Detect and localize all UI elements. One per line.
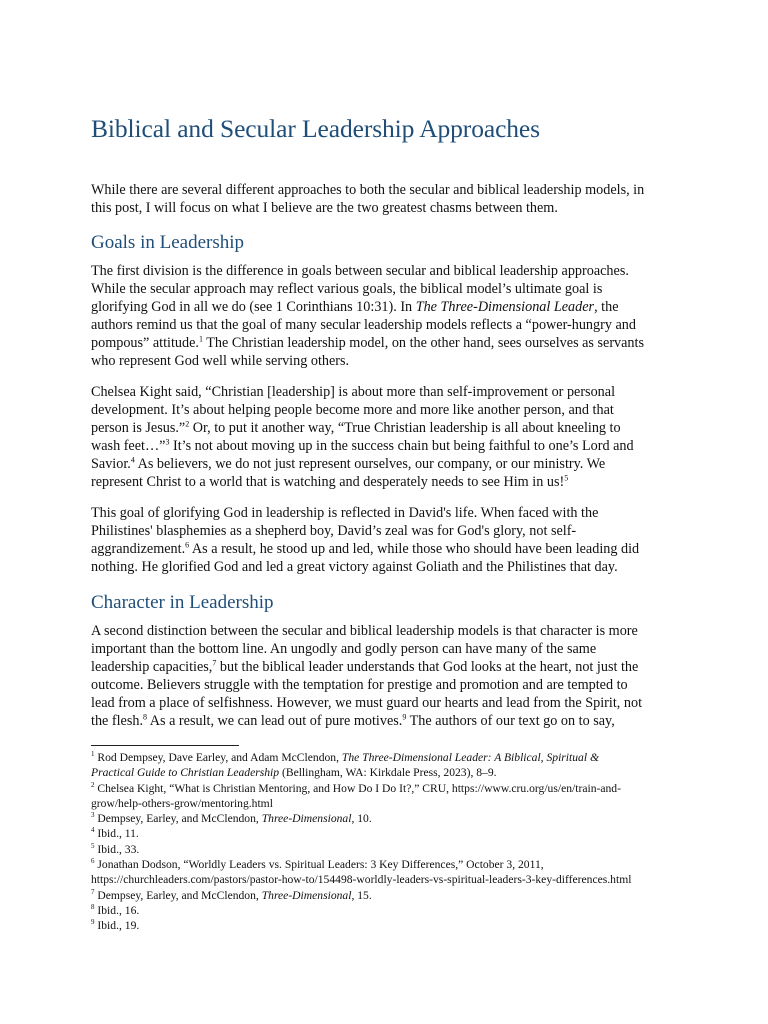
book-title: The Three-Dimensional Leader: A Biblical, Spiritual & xyxy=(341,751,599,764)
text-line: who represent God well while serving others. xyxy=(91,353,350,369)
character-paragraph-1 xyxy=(91,622,681,730)
footnote-number: 8 xyxy=(91,903,95,912)
footnote-4 xyxy=(91,826,691,841)
footnote-ref[interactable]: 5 xyxy=(564,473,569,483)
text-run: , the xyxy=(594,299,619,315)
footnote-number: 7 xyxy=(91,887,95,896)
text-run: Chelsea Kight, “What is Christian Mentoring, and How Do I Do It?,” CRU, https://www.cru.org/us/en/train-and- xyxy=(94,781,621,795)
text-run: person is Jesus.” xyxy=(91,420,186,436)
text-line xyxy=(91,658,681,676)
text-run: but the biblical leader understands that God looks at the heart, not just the xyxy=(216,659,639,675)
text-line: authors remind us that the goal of many secular leadership models reflects a “power-hungry and xyxy=(91,317,636,333)
footnote-9 xyxy=(91,918,691,933)
text-line: lead from a place of selfishness. However, we must guard our hearts and lead from the Spirit, not xyxy=(91,695,643,711)
text-line: A second distinction between the secular and biblical leadership models is that character is more xyxy=(91,623,638,639)
text-run: the flesh. xyxy=(91,713,144,729)
footnote-5 xyxy=(91,842,691,857)
text-run: As a result, we can lead out of pure motives. xyxy=(147,713,403,729)
footnote-number: 5 xyxy=(91,841,95,850)
text-line xyxy=(91,298,681,316)
footnote-number: 4 xyxy=(91,826,95,835)
footnote-ref[interactable]: 2 xyxy=(185,419,190,429)
text-run: As believers, we do not just represent ourselves, our company, or our ministry. We xyxy=(134,456,606,472)
text-run: Ibid., 16. xyxy=(94,903,140,917)
footnote-number: 9 xyxy=(91,918,95,927)
footnote-ref[interactable]: 3 xyxy=(165,437,170,447)
footnote-3 xyxy=(91,811,691,826)
footnote-8 xyxy=(91,903,691,918)
book-title: Practical Guide to Christian Leadership xyxy=(91,766,280,780)
text-line: outcome. Believers struggle with the temptation for prestige and promotion and are tempted to xyxy=(91,677,628,693)
text-run: Ibid., 11. xyxy=(94,827,139,841)
goals-paragraph-3 xyxy=(91,504,681,576)
text-run: Dempsey, Earley, and McClendon, xyxy=(94,888,262,902)
text-line: development. It’s about helping people become more and more like another person, and that xyxy=(91,402,614,418)
footnote-7 xyxy=(91,888,691,903)
text-run: Rod Dempsey, Dave Earley, and Adam McClendon, xyxy=(94,751,342,764)
book-title: Three-Dimensional xyxy=(261,888,352,902)
text-run: , 15. xyxy=(351,888,372,902)
footnote-2-link[interactable]: grow/help-others-grow/mentoring.html xyxy=(91,796,273,810)
text-run: The authors of our text go on to say, xyxy=(406,713,615,729)
footnote-number: 3 xyxy=(91,811,95,820)
text-line: This goal of glorifying God in leadership is reflected in David's life. When faced with the xyxy=(91,505,599,521)
footnote-ref[interactable]: 1 xyxy=(198,334,203,344)
book-title: The Three-Dimensional Leader xyxy=(415,299,595,315)
text-run: It’s not about moving up in the success chain but being faithful to one’s Lord and xyxy=(169,438,634,454)
text-run: (Bellingham, WA: Kirkdale Press, 2023), 8–9. xyxy=(279,766,497,780)
page-title: Biblical and Secular Leadership Approaches xyxy=(91,114,540,143)
section-heading-character: Character in Leadership xyxy=(91,592,274,613)
footnote-ref[interactable]: 4 xyxy=(130,455,135,465)
text-run: Jonathan Dodson, “Worldly Leaders vs. Spiritual Leaders: 3 Key Differences,” October 3, 2011, xyxy=(94,858,544,872)
text-run: Dempsey, Earley, and McClendon, xyxy=(94,812,262,826)
text-line xyxy=(91,712,681,730)
footnote-ref[interactable]: 7 xyxy=(212,658,217,668)
intro-paragraph xyxy=(91,181,681,217)
footnote-6 xyxy=(91,857,691,872)
goals-paragraph-1 xyxy=(91,262,681,370)
footnote-number: 2 xyxy=(91,780,95,789)
text-run: Ibid., 33. xyxy=(94,842,140,856)
text-line xyxy=(91,437,681,455)
text-run: Savior. xyxy=(91,456,131,472)
text-run: pompous” attitude. xyxy=(91,335,199,351)
text-run: Ibid., 19. xyxy=(94,919,140,933)
footnote-ref[interactable]: 6 xyxy=(185,540,190,550)
text-run: As a result, he stood up and led, while those who should have been leading did xyxy=(189,541,640,557)
footnotes xyxy=(91,750,691,934)
text-line: important than the bottom line. An ungodly and godly person can have many of the same xyxy=(91,641,597,657)
goals-paragraph-2 xyxy=(91,383,681,491)
text-line xyxy=(91,419,681,437)
footnote-ref[interactable]: 9 xyxy=(402,712,407,722)
text-line: Chelsea Kight said, “Christian [leadership] is about more than self-improvement or personal xyxy=(91,384,616,400)
footnote-2 xyxy=(91,781,691,796)
text-run: wash feet…” xyxy=(91,438,166,454)
footnote-number: 1 xyxy=(91,750,95,759)
text-run: leadership capacities, xyxy=(91,659,213,675)
text-line xyxy=(91,473,681,491)
footnote-6-link[interactable]: https://churchleaders.com/pastors/pastor-how-to/154498-worldly-leaders-vs-spiritual-leaders-3-key-differences.html xyxy=(91,873,632,887)
section-heading-goals: Goals in Leadership xyxy=(91,232,245,253)
text-run: aggrandizement. xyxy=(91,541,186,557)
text-run: The Christian leadership model, on the other hand, sees ourselves as servants xyxy=(202,335,644,351)
text-line: nothing. He glorified God and led a great victory against Goliath and the Philistines that day. xyxy=(91,559,618,575)
text-line xyxy=(91,455,681,473)
text-run: Or, to put it another way, “True Christian leadership is all about kneeling to xyxy=(189,420,621,436)
text-line: The first division is the difference in goals between secular and biblical leadership approaches. xyxy=(91,263,629,279)
text-line xyxy=(91,540,681,558)
text-run: glorifying God in all we do (see 1 Corinthians 10:31). In xyxy=(91,299,416,315)
book-title: Three-Dimensional xyxy=(261,812,352,826)
text-run: represent Christ to a world that is watching and desperately needs to see Him in us! xyxy=(91,474,565,490)
text-line: Philistines' blasphemies as a shepherd boy, David’s zeal was for God's glory, not self- xyxy=(91,523,577,539)
footnote-number: 6 xyxy=(91,857,95,866)
text-run: , 10. xyxy=(351,812,372,826)
footnote-1-cont xyxy=(91,765,691,780)
footnote-separator xyxy=(91,745,239,746)
text-line xyxy=(91,334,681,352)
footnote-1 xyxy=(91,750,691,765)
text-line: this post, I will focus on what I believe are the two greatest chasms between them. xyxy=(91,200,558,216)
text-line: While there are several different approaches to both the secular and biblical leadership models, in xyxy=(91,182,645,198)
footnote-ref[interactable]: 8 xyxy=(143,712,148,722)
text-line: While the secular approach may reflect various goals, the biblical model’s ultimate goal is xyxy=(91,281,603,297)
